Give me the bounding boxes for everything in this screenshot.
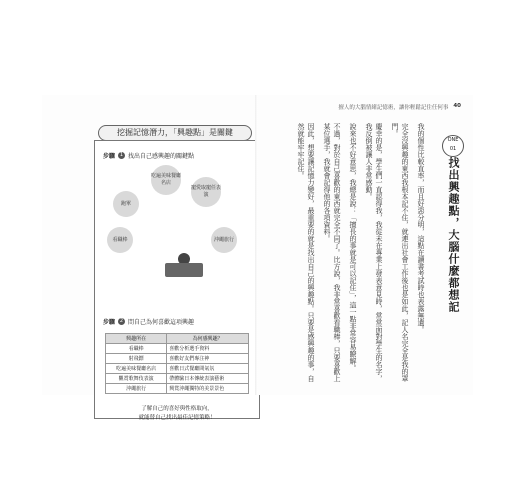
summary-line: 了解自己的喜好與性格取向， — [141, 406, 213, 412]
table-cell: 喜歡好友們專注神 — [167, 354, 249, 364]
body-paragraph: 慶幸的是，學生們一直認得我，我從未在專業上發表意見時，常常面對學生的名字，我反倒被讓人非常感動。 — [365, 123, 383, 382]
step1-number: 1 — [119, 152, 124, 158]
running-header — [338, 103, 461, 111]
step2-label: 步驟 — [103, 319, 116, 326]
summary-text — [111, 405, 243, 423]
section-banner: 挖掘記憶潛力，「興趣點」是關鍵 — [98, 125, 252, 141]
table-cell: 射飛鏢 — [106, 354, 167, 364]
table-row — [106, 364, 249, 374]
chapter-headline: 找出興趣點，大腦什麼都想記 — [447, 157, 460, 313]
table-header-row — [106, 334, 249, 344]
step2-text: 問自己為何喜歡這項興趣 — [128, 319, 195, 326]
interest-table — [105, 333, 249, 394]
interest-bubble: 吃遍美味餐廳名店 — [151, 165, 181, 195]
table-cell: 喜歡分析選手資料 — [167, 344, 249, 354]
table-row — [106, 344, 249, 354]
body-text — [274, 123, 426, 383]
right-page — [258, 95, 473, 395]
interest-bubble: 看職棒 — [107, 227, 133, 253]
step2-row — [103, 317, 194, 326]
running-head-text: 擅人的大腦情緒記憶術，讓你輕鬆記住任何事 — [338, 105, 449, 111]
body-paragraph: 因此，想要讓記憶力變好，最重要的就是找出自己的興趣點。只要是感興趣的事，自然就能牢牢記住。 — [297, 123, 315, 382]
body-paragraph: 不過，對於自己喜歡的東西就完全不同了。比方說，我非常喜歡看職棒，只要喜歡上某位選手，我就會記得他的各項資料。 — [323, 123, 341, 382]
diagram-frame — [94, 140, 260, 419]
table-cell: 看職棒 — [106, 344, 167, 354]
table-row — [106, 354, 249, 364]
page-number: 40 — [453, 103, 461, 109]
table-cell: 沖繩旅行 — [106, 384, 167, 394]
table-header-cell: 為何感興趣？ — [167, 334, 249, 344]
section-badge — [442, 135, 464, 157]
table-cell: 帶體驗日本傳統表演藝術 — [167, 374, 249, 384]
table-cell: 興賞沖繩獨特的美景景色 — [167, 384, 249, 394]
body-paragraph: 說來也不好意思，我總是說：「擅長的事就是可以記住」，這一點非常容易瞭解。 — [349, 123, 357, 372]
table-header-cell: 興趣所在 — [106, 334, 167, 344]
interest-bubble: 沖繩旅行 — [211, 227, 237, 253]
interest-bubble: 寵愛取寵任表演 — [191, 177, 221, 207]
table-cell: 吃遍美味餐廳名店 — [106, 364, 167, 374]
section-badge-label: ONE — [447, 137, 459, 143]
person-at-desk-illustration — [165, 257, 203, 277]
body-paragraph: 我的個性比較直率，而且好惡分明，這點在讀書考試時也表露無遺。 — [417, 123, 425, 333]
table-cell: 觀賞歌舞伎表演 — [106, 374, 167, 384]
section-number: 01 — [449, 146, 457, 152]
left-page — [42, 95, 257, 421]
table-row — [106, 384, 249, 394]
table-cell: 喜歡日式餐廳間氣氛 — [167, 364, 249, 374]
step1-text: 找出自己感興趣的關鍵點 — [128, 153, 195, 160]
step1-row — [103, 151, 194, 160]
step1-label: 步驟 — [103, 153, 116, 160]
step2-number: 2 — [119, 318, 124, 324]
body-paragraph: 完全沒興趣的東西我根本記不住，就連出社會工作後也是如此，記人名完全是我的罩門。 — [391, 123, 409, 382]
table-row — [106, 374, 249, 384]
interest-bubble: 跑單 — [113, 191, 139, 217]
summary-line: 就能替自己找出最佳記憶策略！ — [138, 415, 216, 421]
laptop-icon — [165, 263, 203, 277]
